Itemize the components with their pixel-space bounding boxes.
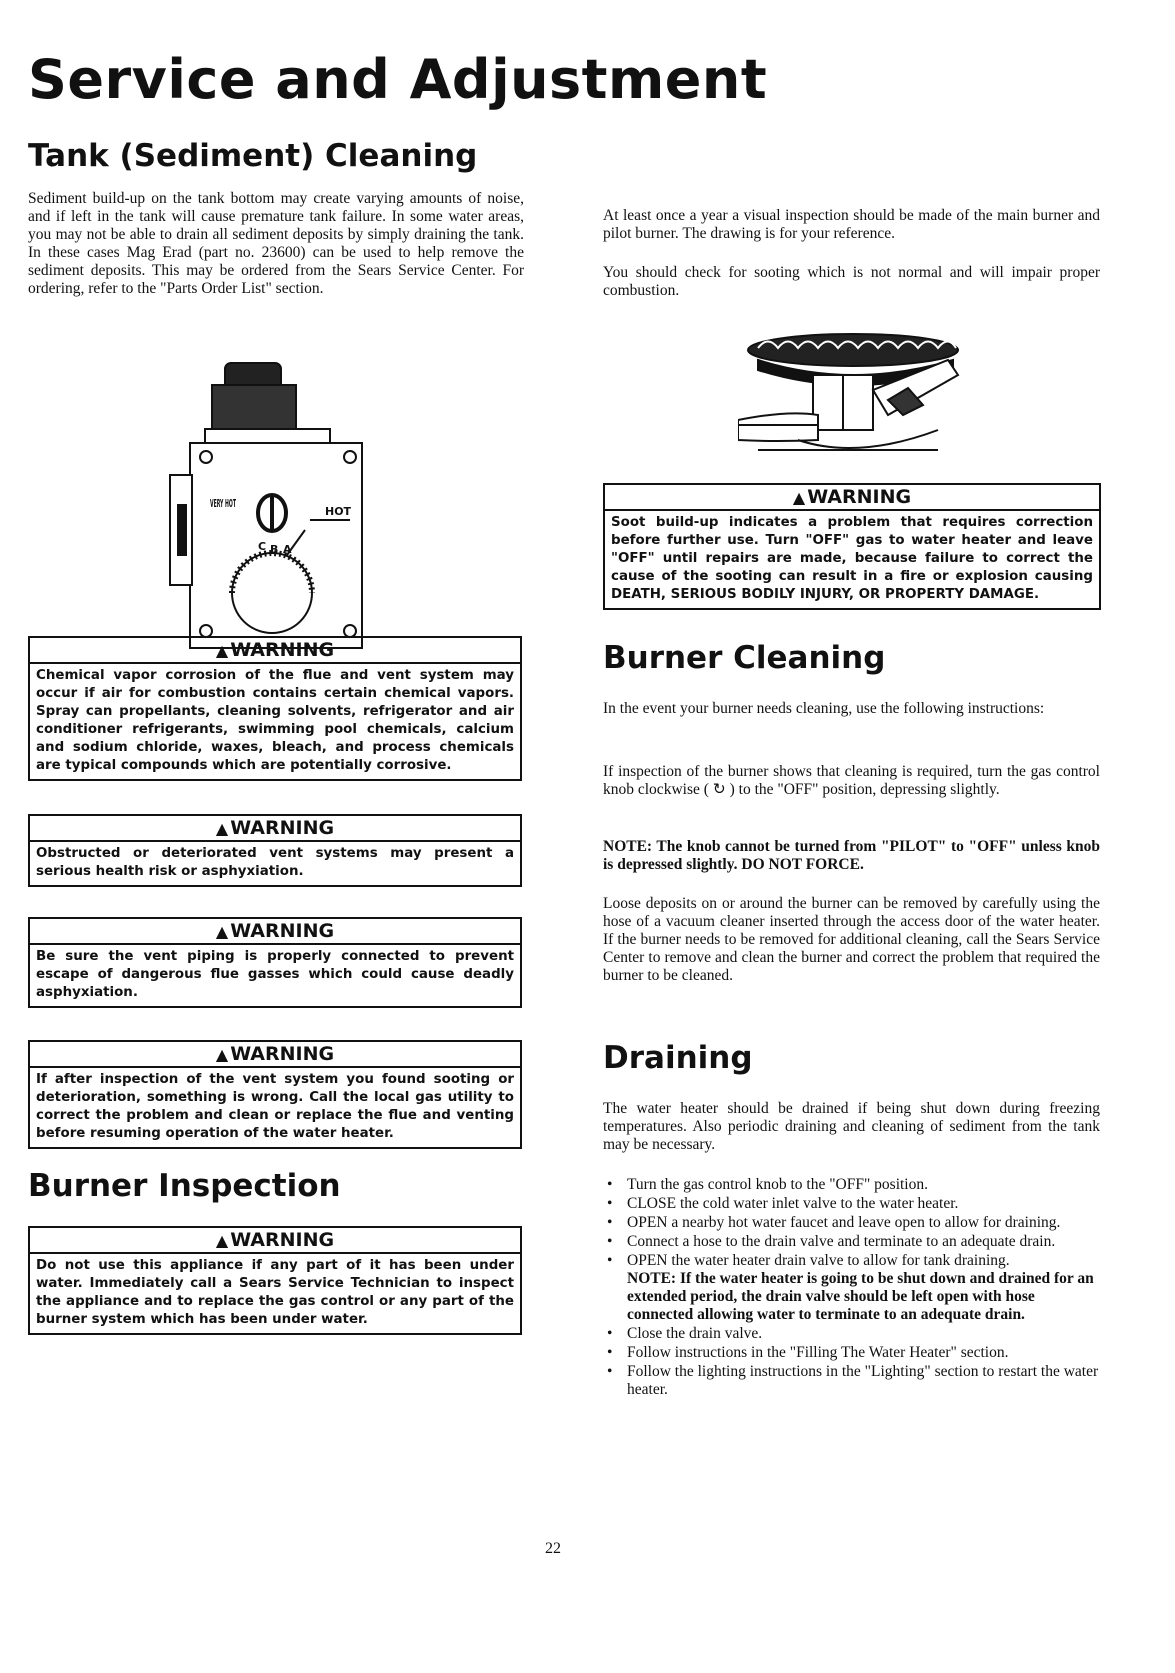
- warning-triangle-icon: ▲: [215, 641, 229, 660]
- warning-header: [605, 485, 1099, 511]
- warning-text: Be sure the vent piping is properly connected to prevent escape of dangerous flue gasses which could cause deadly asphyxiation.: [36, 949, 514, 1000]
- burner-cleaning-deposits: Loose deposits on or around the burner can be removed by carefully using the hose of a vacuum cleaner inserted through the access door of the water heater. If the burner needs to be removed for additional cleaning, call the Sears Service Center to remove and clean the burner and correct the problem that required the burner to be cleaned.: [603, 895, 1100, 984]
- section-title-burner-cleaning: Burner Cleaning: [603, 640, 886, 676]
- page-title: Service and Adjustment: [28, 48, 768, 111]
- step-text: Follow the lighting instructions in the "Lighting" section to restart the water heater.: [627, 1363, 1099, 1398]
- warning-header: [30, 638, 520, 664]
- burner-inspection-text: At least once a year a visual inspection should be made of the main burner and pilot burner. The drawing is for your reference.: [603, 207, 1100, 242]
- section-title-tank-cleaning: Tank (Sediment) Cleaning: [28, 138, 478, 174]
- step-text: Close the drain valve.: [627, 1325, 763, 1342]
- warning-box-sooting-deterioration: [28, 1040, 522, 1149]
- c-label: C: [258, 540, 267, 553]
- page-number: 22: [545, 1540, 561, 1557]
- warning-triangle-icon: ▲: [215, 819, 229, 838]
- warning-box-vent-piping: [28, 917, 522, 1008]
- b-label: B: [270, 543, 279, 556]
- warning-label: WARNING: [230, 1229, 335, 1251]
- list-item: [603, 1252, 1100, 1324]
- list-item: [603, 1325, 1100, 1343]
- step-text: CLOSE the cold water inlet valve to the water heater.: [627, 1195, 959, 1212]
- warning-text: Soot build-up indicates a problem that requires correction before further use. Turn "OFF" gas to water heater and leave "OFF" until repairs are made, because failure to correct the cause of the sooting can result in a fire or explosion causing DEATH, SERIOUS BODILY INJURY, OR PROPERTY DAMAGE.: [611, 515, 1093, 602]
- warning-box-chemical-vapor: [28, 636, 522, 781]
- warning-label: WARNING: [230, 639, 335, 661]
- warning-label: WARNING: [230, 817, 335, 839]
- list-item: [603, 1233, 1100, 1251]
- warning-text: Do not use this appliance if any part of it has been under water. Immediately call a Sears Service Technician to inspect the appliance and to replace the gas control or any part of the burner system which has been under water.: [36, 1258, 514, 1327]
- step-text: OPEN a nearby hot water faucet and leave open to allow for draining.: [627, 1214, 1061, 1231]
- warning-text: If after inspection of the vent system you found sooting or deterioration, something is wrong. Call the local gas utility to correct the problem and clean or replace the flue and venting before resuming operation of the water heater.: [36, 1072, 514, 1141]
- hot-label: HOT: [325, 505, 352, 518]
- warning-text: Obstructed or deteriorated vent systems may present a serious health risk or asphyxiation.: [36, 846, 514, 879]
- list-item: [603, 1344, 1100, 1362]
- warning-triangle-icon: ▲: [792, 488, 806, 507]
- burner-cleaning-note: NOTE: The knob cannot be turned from "PILOT" to "OFF" unless knob is depressed slightly. DO NOT FORCE.: [603, 838, 1100, 873]
- burner-cleaning-intro: In the event your burner needs cleaning, use the following instructions:: [603, 700, 1045, 717]
- warning-label: WARNING: [230, 1043, 335, 1065]
- draining-steps-list: [603, 1176, 1100, 1400]
- warning-label: WARNING: [807, 486, 912, 508]
- step-text: Connect a hose to the drain valve and terminate to an adequate drain.: [627, 1233, 1056, 1250]
- warning-triangle-icon: ▲: [215, 922, 229, 941]
- gas-control-illustration: [160, 355, 370, 650]
- warning-box-obstructed-vent: [28, 814, 522, 887]
- list-item: [603, 1176, 1100, 1194]
- warning-box-soot-buildup: [603, 483, 1101, 610]
- draining-intro: The water heater should be drained if being shut down during freezing temperatures. Also periodic draining and cleaning of sediment from the tank may be necessary.: [603, 1100, 1100, 1153]
- burner-illustration: [738, 330, 988, 480]
- warning-box-under-water: [28, 1226, 522, 1335]
- list-item: [603, 1363, 1100, 1399]
- very-hot-label: VERY HOT: [210, 497, 237, 510]
- warning-header: [30, 1042, 520, 1068]
- section-title-burner-inspection: Burner Inspection: [28, 1168, 341, 1204]
- section-title-draining: Draining: [603, 1040, 753, 1076]
- warning-text: Chemical vapor corrosion of the flue and vent system may occur if air for combustion contains certain chemical vapors. Spray can propellants, cleaning solvents, refrigerator and air conditioner refrigerants, swimming pool chemicals, calcium and sodium chloride, waxes, bleach, and process chemicals are typical compounds which are potentially corrosive.: [36, 668, 514, 773]
- warning-header: [30, 919, 520, 945]
- warning-triangle-icon: ▲: [215, 1231, 229, 1250]
- step-text: Turn the gas control knob to the "OFF" position.: [627, 1176, 928, 1193]
- sooting-check-text: You should check for sooting which is not normal and will impair proper combustion.: [603, 264, 1100, 299]
- burner-cleaning-turn-knob: If inspection of the burner shows that cleaning is required, turn the gas control knob clockwise ( ↻ ) to the "OFF" position, depressing slightly.: [603, 763, 1100, 798]
- warning-triangle-icon: ▲: [215, 1045, 229, 1064]
- step-text: OPEN the water heater drain valve to allow for tank draining.: [627, 1252, 1010, 1269]
- list-item: [603, 1195, 1100, 1213]
- step-text: Follow instructions in the "Filling The Water Heater" section.: [627, 1344, 1009, 1361]
- a-label: A: [283, 543, 292, 556]
- draining-note: NOTE: If the water heater is going to be shut down and drained for an extended period, the drain valve should be left open with hose connected allowing water to terminate to an adequate drain.: [627, 1270, 1094, 1323]
- warning-header: [30, 1228, 520, 1254]
- warning-label: WARNING: [230, 920, 335, 942]
- tank-cleaning-text: Sediment build-up on the tank bottom may create varying amounts of noise, and if left in the tank will cause premature tank failure. In some water areas, you may not be able to drain all sediment deposits by simply draining the tank. In these cases Mag Erad (part no. 23600) can be used to help remove the sediment deposits. This may be ordered from the Sears Service Center. For ordering, refer to the "Parts Order List" section.: [28, 190, 524, 297]
- list-item: [603, 1214, 1100, 1232]
- warning-header: [30, 816, 520, 842]
